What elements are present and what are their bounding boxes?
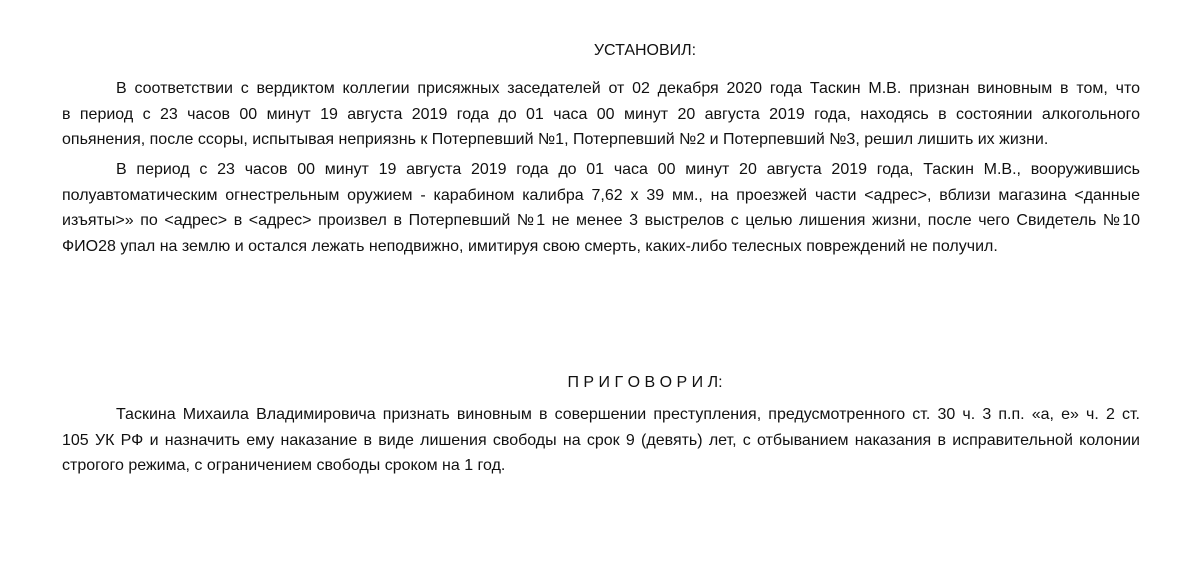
- text-line: В соответствии с вердиктом коллегии присяжных заседателей от 02 декабря 2020 года Таскин М.В. признан виновным в том, что: [116, 80, 1140, 97]
- paragraph-verdict: [62, 76, 1140, 153]
- section-heading-established: УСТАНОВИЛ:: [593, 42, 697, 59]
- section-heading-sentenced: П Р И Г О В О Р И Л:: [567, 374, 723, 391]
- text-line: в период с 23 часов 00 минут 19 августа 2019 года до 01 часа 00 минут 20 августа 2019 года, находясь в состоянии алкогольного: [62, 105, 1140, 123]
- text-line: строгого режима, с ограничением свободы сроком на 1 год.: [62, 457, 506, 474]
- text-line: изъяты>» по <адрес> в <адрес> произвел в Потерпевший №1 не менее 3 выстрелов с целью лишения жизни, после чего Свидетель №10: [62, 212, 1140, 229]
- text-line: полуавтоматическим огнестрельным оружием - карабином калибра 7,62 х 39 мм., на проезжей части <адрес>, вблизи магазина <данные: [62, 186, 1140, 204]
- text-line: В период с 23 часов 00 минут 19 августа 2019 года до 01 часа 00 минут 20 августа 2019 года, Таскин М.В., вооружившись: [116, 161, 1140, 178]
- text-line: опьянения, после ссоры, испытывая неприязнь к Потерпевший №1, Потерпевший №2 и Потерпевший №3, решил лишить их жизни.: [62, 131, 1049, 148]
- paragraph-circumstances: [62, 157, 1140, 259]
- text-line: ФИО28 упал на землю и остался лежать неподвижно, имитируя свою смерть, каких-либо телесных повреждений не получил.: [62, 237, 998, 255]
- text-line: 105 УК РФ и назначить ему наказание в виде лишения свободы на срок 9 (девять) лет, с отбыванием наказания в исправительной колонии: [62, 431, 1140, 449]
- text-line: Таскина Михаила Владимировича признать виновным в совершении преступления, предусмотренного ст. 30 ч. 3 п.п. «а, е» ч. 2 ст.: [116, 406, 1140, 423]
- paragraph-sentence: [62, 402, 1140, 479]
